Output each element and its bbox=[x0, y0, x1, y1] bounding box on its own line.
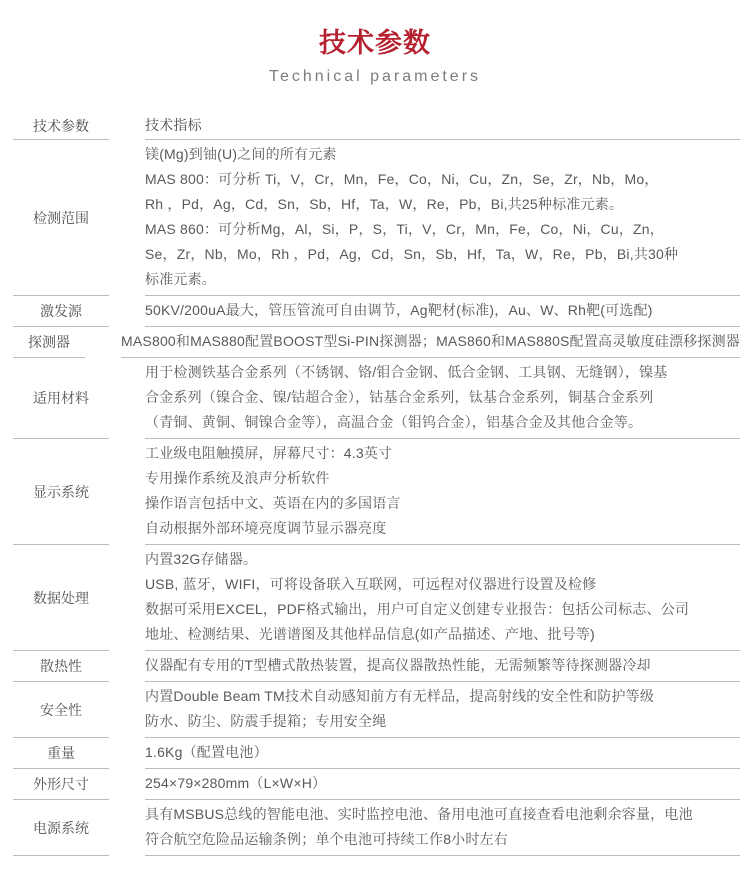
spec-line: 用于检测铁基合金系列（不锈钢、铬/钼合金钢、低合金钢、工具钢、无缝钢），镍基 bbox=[145, 364, 668, 380]
spec-line: USB, 蓝牙，WIFI，可将设备联入互联网，可远程对仪器进行设置及检修 bbox=[145, 576, 597, 592]
table-row-display-system bbox=[0, 439, 750, 545]
row-content bbox=[145, 651, 740, 682]
spec-line: 数据可采用EXCEL，PDF格式输出，用户可自定义创建专业报告：包括公司标志、公司 bbox=[145, 601, 690, 617]
spec-line: 操作语言包括中文、英语在内的多国语言 bbox=[145, 495, 401, 511]
spec-line: 内置32G存储器。 bbox=[145, 551, 258, 567]
spec-table bbox=[0, 112, 750, 856]
header-param-label: 技术参数 bbox=[13, 112, 109, 140]
spec-line: 标准元素。 bbox=[145, 271, 216, 287]
table-row-excitation-source bbox=[0, 296, 750, 327]
table-row-weight bbox=[0, 738, 750, 769]
row-label: 重量 bbox=[13, 738, 109, 769]
table-row-applicable-materials bbox=[0, 358, 750, 439]
table-row-detector bbox=[0, 327, 750, 358]
row-label: 激发源 bbox=[13, 296, 109, 327]
header-spec-label: 技术指标 bbox=[145, 112, 740, 140]
table-row-detection-range bbox=[0, 140, 750, 296]
spec-line: 地址、检测结果、光谱谱图及其他样品信息(如产品描述、产地、批号等) bbox=[145, 626, 595, 642]
table-row-data-processing bbox=[0, 545, 750, 651]
row-label: 检测范围 bbox=[13, 140, 109, 296]
row-content bbox=[145, 682, 740, 738]
row-label: 安全性 bbox=[13, 682, 109, 738]
row-content bbox=[145, 545, 740, 651]
spec-line: 具有MSBUS总线的智能电池、实时监控电池、备用电池可直接查看电池剩余容量，电池 bbox=[145, 806, 693, 822]
row-label: 外形尺寸 bbox=[13, 769, 109, 800]
row-content bbox=[121, 327, 740, 358]
table-row-dimensions bbox=[0, 769, 750, 800]
row-content bbox=[145, 769, 740, 800]
spec-line: Rh ，Pd，Ag，Cd，Sn，Sb，Hf，Ta，W，Re，Pb，Bi,共25种标准元素。 bbox=[145, 196, 624, 212]
spec-line: 符合航空危险品运输条例；单个电池可持续工作8小时左右 bbox=[145, 831, 508, 847]
spec-line: 仪器配有专用的T型槽式散热装置，提高仪器散热性能，无需频繁等待探测器冷却 bbox=[145, 657, 651, 673]
row-label: 数据处理 bbox=[13, 545, 109, 651]
row-content bbox=[145, 296, 740, 327]
spec-line: 内置Double Beam TM技术自动感知前方有无样品，提高射线的安全性和防护等级 bbox=[145, 688, 655, 704]
spec-line: 254×79×280mm（L×W×H） bbox=[145, 775, 327, 791]
spec-line: MAS 800：可分析 Ti，V，Cr，Mn，Fe，Co，Ni，Cu，Zn，Se，Zr，Nb，Mo， bbox=[145, 171, 659, 187]
row-label: 适用材料 bbox=[13, 358, 109, 439]
row-content bbox=[145, 358, 740, 439]
table-row-safety bbox=[0, 682, 750, 738]
spec-line: 1.6Kg（配置电池） bbox=[145, 744, 268, 760]
spec-line: MAS800和MAS880配置BOOST型Si-PIN探测器；MAS860和MAS880S配置高灵敏度硅漂移探测器 bbox=[121, 333, 740, 349]
spec-line: 防水、防尘、防震手提箱；专用安全绳 bbox=[145, 713, 387, 729]
row-label: 显示系统 bbox=[13, 439, 109, 545]
table-header-row bbox=[0, 112, 750, 140]
table-row-power-system bbox=[0, 800, 750, 856]
spec-line: 自动根据外部环境亮度调节显示器亮度 bbox=[145, 520, 387, 536]
table-row-heat-dissipation bbox=[0, 651, 750, 682]
spec-line: 专用操作系统及浪声分析软件 bbox=[145, 470, 330, 486]
row-content bbox=[145, 140, 740, 296]
spec-line: 工业级电阻触摸屏，屏幕尺寸：4.3英寸 bbox=[145, 445, 393, 461]
page-subtitle: Technical parameters bbox=[268, 68, 482, 85]
spec-line: 合金系列（镍合金、镍/钴超合金），钴基合金系列，钛基合金系列，铜基合金系列 bbox=[145, 389, 654, 405]
row-label: 探测器 bbox=[13, 327, 85, 358]
row-content bbox=[145, 800, 740, 856]
spec-line: Se，Zr，Nb，Mo，Rh ，Pd，Ag，Cd，Sn，Sb，Hf，Ta，W，Re，Pb，Bi,共30种 bbox=[145, 246, 679, 262]
row-content bbox=[145, 439, 740, 545]
row-label: 电源系统 bbox=[13, 800, 109, 856]
row-content bbox=[145, 738, 740, 769]
page-title: 技术参数 bbox=[319, 28, 431, 58]
spec-line: 50KV/200uA最大，管压管流可自由调节，Ag靶材(标准)，Au、W、Rh靶(可选配) bbox=[145, 302, 653, 318]
spec-line: （青铜、黄铜、铜镍合金等），高温合金（钼钨合金），铝基合金及其他合金等。 bbox=[145, 414, 643, 430]
spec-line: MAS 860：可分析Mg，Al，Si，P，S，Ti，V，Cr，Mn，Fe，Co，Ni，Cu，Zn， bbox=[145, 221, 664, 237]
spec-line: 镁(Mg)到铀(U)之间的所有元素 bbox=[145, 146, 337, 162]
row-label: 散热性 bbox=[13, 651, 109, 682]
